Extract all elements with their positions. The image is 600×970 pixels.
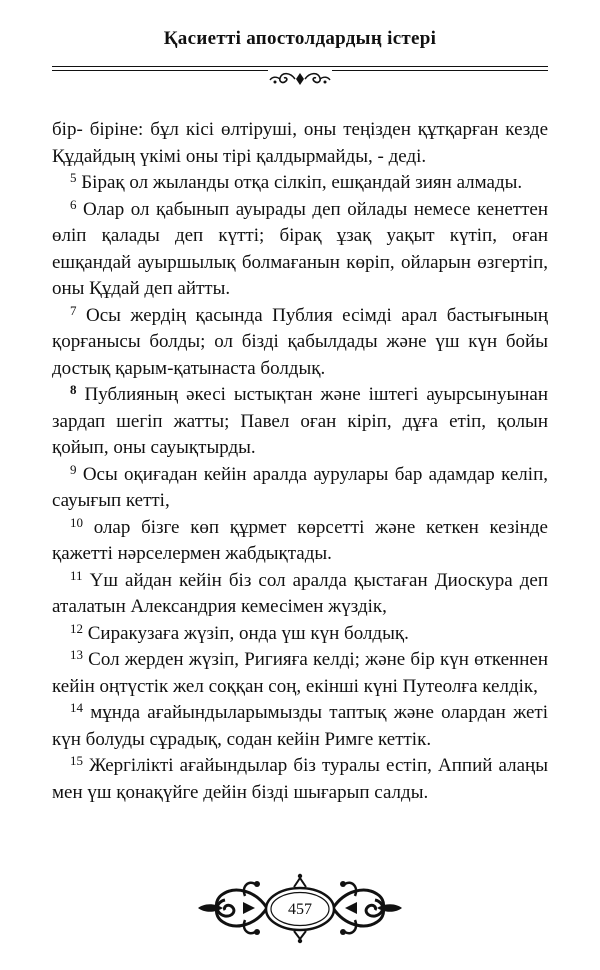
verse-number: 12	[70, 620, 83, 636]
verse-text: олар бізге көп құрмет көрсетті және кеткен кезінде қажетті нәрселермен жабдықтады.	[52, 516, 548, 564]
verse-6	[52, 197, 548, 303]
verse-text: мұнда ағайындыларымызды таптық және олардан жеті күн болуды сұрадық, содан кейін Римге кеттік.	[52, 702, 548, 750]
verse-text: Осы оқиғадан кейін аралда аурулары бар адамдар келіп, сауығып кетті,	[52, 463, 548, 511]
header-ornament-icon	[268, 70, 332, 88]
paragraph-text: бір- біріне: бұл кісі өлтіруші, оны теңізден құтқарған кезде Құдайдың үкімі оны тірі қалдырмайды, - деді.	[52, 119, 548, 167]
verse-text: Олар ол қабынып ауырады деп ойлады немесе кенеттен өліп қалады деп күтті; бірақ ұзақ уақыт күтіп, оған ешқандай ауыршылық болмағанын көріп, ойларын өзгертіп, оны Құдай деп айтты.	[52, 198, 548, 299]
verse-text: Публияның әкесі ыстықтан және іштегі ауырсынуынан зардап шегіп жатты; Павел оған кіріп, дұға етіп, қолын қойып, оны сауықтырды.	[52, 384, 548, 458]
page-number: 457	[288, 901, 312, 918]
verse-number: 10	[70, 514, 83, 530]
verse-15	[52, 753, 548, 806]
verse-8	[52, 382, 548, 462]
verse-text: Үш айдан кейін біз сол аралда қыстаған Диоскура деп аталатын Александрия кемесімен жүздік,	[52, 569, 548, 617]
verse-number: 14	[70, 700, 83, 715]
verse-number: 5	[70, 170, 77, 185]
verse-text: Бірақ ол жыланды отқа сілкіп, ешқандай зиян алмады.	[76, 172, 523, 193]
verse-10	[52, 515, 548, 568]
header-title: Қасиетті апостолдардың істері	[163, 28, 437, 49]
verse-number: 8	[70, 382, 77, 397]
page-body	[52, 117, 548, 806]
verse-12	[52, 621, 548, 648]
verse-text: Осы жердің қасында Публия есімді арал бастығының қорғанысы болды; ол бізді қабылдады және үш күн бойы достық қарым-қатынаста болдық.	[52, 304, 548, 379]
verse-13	[52, 647, 548, 700]
verse-number: 6	[70, 196, 77, 212]
verse-number: 15	[70, 753, 83, 768]
verse-7	[52, 303, 548, 383]
verse-5	[52, 170, 548, 197]
verse-text: Жергілікті ағайындылар біз туралы естіп, Аппий алаңы мен үш қонақүйге дейін бізді шығарып салды.	[52, 755, 548, 803]
verse-text: Сиракузаға жүзіп, онда үш күн болдық.	[83, 622, 409, 644]
verse-11	[52, 568, 548, 621]
verse-number: 7	[70, 302, 77, 318]
verse-text: Сол жерден жүзіп, Ригияға келді; және бір күн өткеннен кейін оңтүстік жел соққан соң, екінші күні Путеолға келдік,	[52, 649, 548, 697]
verse-number: 13	[70, 647, 83, 662]
verse-14	[52, 700, 548, 753]
verse-number: 11	[70, 567, 83, 583]
verse-number: 9	[70, 461, 77, 477]
verse-9	[52, 462, 548, 515]
paragraph	[52, 117, 548, 170]
